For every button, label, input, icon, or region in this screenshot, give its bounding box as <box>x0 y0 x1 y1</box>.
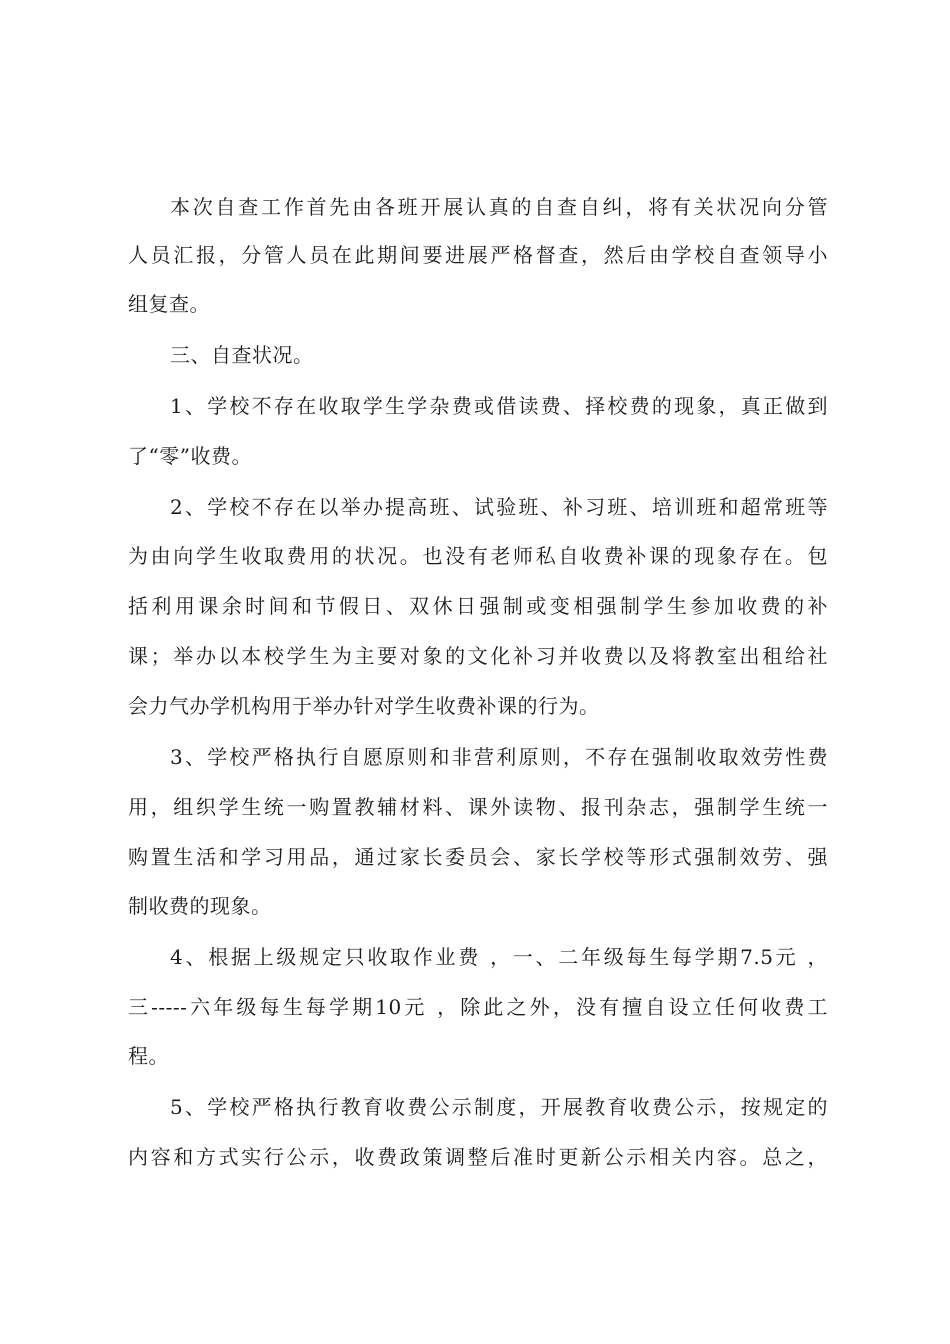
item-3-line-4: 制收费的现象。 <box>128 894 272 918</box>
item-5-line-1: 5、学校严格执行教育收费公示制度，开展教育收费公示，按规定的 <box>170 1095 828 1119</box>
item-4-line-2: 三-----六年级每生每学期10元 ，除此之外，没有擅自设立任何收费工 <box>128 995 828 1019</box>
item-2-line-3: 括利用课余时间和节假日、双休日强制或变相强制学生参加收费的补 <box>128 594 828 618</box>
item-1-line-2: 了“零”收费。 <box>128 444 252 468</box>
paragraph-1-line-1: 本次自查工作首先由各班开展认真的自查自纠，将有关状况向分管 <box>170 195 828 219</box>
item-2-line-1: 2、学校不存在以举办提高班、试验班、补习班、培训班和超常班等 <box>170 495 828 519</box>
paragraph-1-line-2: 人员汇报，分管人员在此期间要进展严格督查，然后由学校自查领导小 <box>128 243 828 267</box>
item-2-line-2: 为由向学生收取费用的状况。也没有老师私自收费补课的现象存在。包 <box>128 544 828 568</box>
item-3-line-2: 用，组织学生统一购置教辅材料、课外读物、报刊杂志，强制学生统一 <box>128 795 828 819</box>
item-2-line-5: 会力气办学机构用于举办针对学生收费补课的行为。 <box>128 694 600 718</box>
item-3-line-3: 购置生活和学习用品，通过家长委员会、家长学校等形式强制效劳、强 <box>128 845 828 869</box>
item-3-line-1: 3、学校严格执行自愿原则和非营利原则，不存在强制收取效劳性费 <box>170 745 828 769</box>
paragraph-1-line-3: 组复查。 <box>128 292 210 316</box>
item-4-line-3: 程。 <box>128 1044 169 1068</box>
item-5-line-2: 内容和方式实行公示，收费政策调整后准时更新公示相关内容。总之， <box>128 1145 828 1169</box>
section-heading-3: 三、自查状况。 <box>170 343 314 367</box>
item-4-line-1: 4、根据上级规定只收取作业费 ，一、二年级每生每学期7.5元 ， <box>170 945 828 969</box>
item-1-line-1: 1、学校不存在收取学生学杂费或借读费、择校费的现象，真正做到 <box>170 394 828 418</box>
item-2-line-4: 课；举办以本校学生为主要对象的文化补习并收费以及将教室出租给社 <box>128 644 828 668</box>
